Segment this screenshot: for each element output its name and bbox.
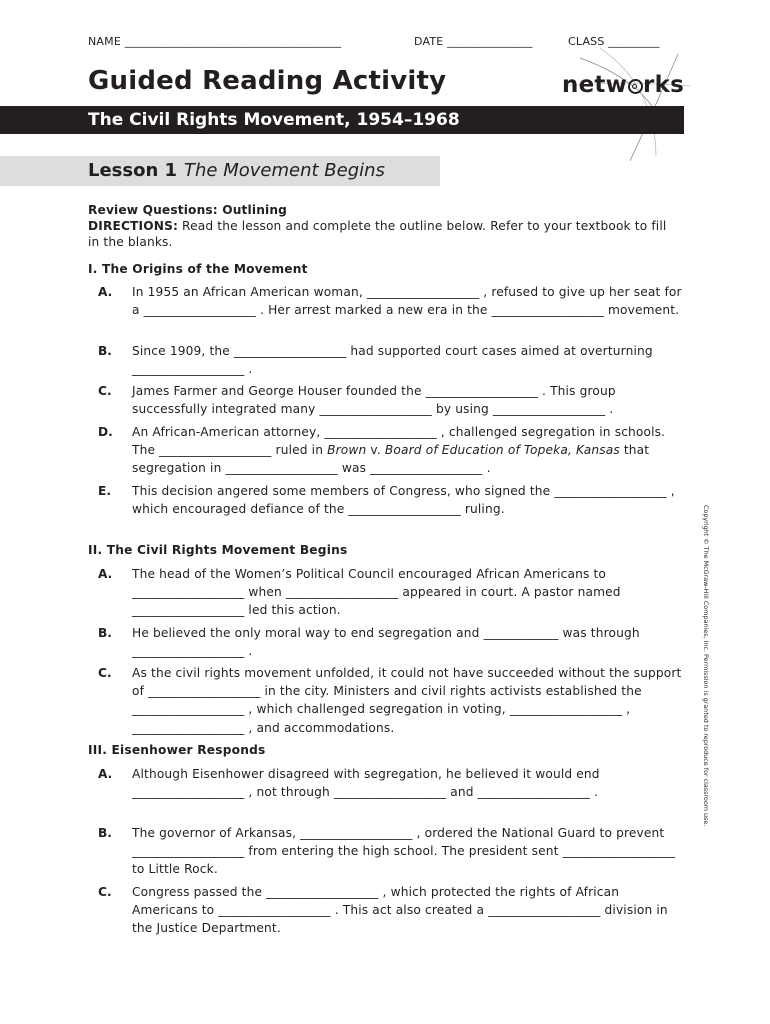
outline-item: The governor of Arkansas, __________________ , ordered the National Guard to prevent __________________ from entering the high school. The president sent __________________ to Little Rock. [132,826,675,877]
outline-item: Congress passed the __________________ , which protected the rights of African Americans to __________________ . This act also created a __________________ division in the Justice Department. [132,885,668,936]
item-letter: A. [98,285,113,299]
item-letter: E. [98,484,111,498]
date-field[interactable]: DATE _______________ [414,35,533,48]
item-text: v. [366,443,385,458]
chapter-title: The Civil Rights Movement, 1954–1968 [88,110,460,130]
directions-text: Read the lesson and complete the outline below. Refer to your textbook to fill in the blanks. [88,219,667,249]
copyright-notice: Copyright © The McGraw-Hill Companies, Inc. Permission is granted to reproduce for classroom use. [702,505,710,827]
item-letter: A. [98,567,113,581]
section-title: III. Eisenhower Responds [88,743,266,757]
logo-text-end: rks [643,72,684,98]
section-title: I. The Origins of the Movement [88,262,308,276]
outline-item: This decision angered some members of Congress, who signed the __________________ , which encouraged defiance of the __________________ ruling. [132,484,675,517]
item-text: An African-American attorney, __________________ , challenged segregation in schools. The __________________ ruled in [132,425,666,458]
outline-item: The head of the Women’s Political Council encouraged African Americans to __________________ when __________________ appeared in court. A pastor named __________________ led this action. [132,567,621,618]
outline-item: Although Eisenhower disagreed with segregation, he believed it would end __________________ , not through __________________ and __________________ . [132,767,600,800]
item-letter: B. [98,826,112,840]
outline-item: In 1955 an African American woman, __________________ , refused to give up her seat for a __________________ . Her arrest marked a new era in the __________________ movement. [132,285,682,318]
item-letter: B. [98,626,112,640]
case-name-board: Board of Education of Topeka, Kansas [384,443,620,458]
item-letter: A. [98,767,113,781]
name-field[interactable]: NAME ______________________________________ [88,35,342,48]
case-name-brown: Brown [327,443,367,458]
section-title: II. The Civil Rights Movement Begins [88,543,348,557]
outline-item: He believed the only moral way to end segregation and ____________ was through __________________ . [132,626,640,659]
item-letter: B. [98,344,112,358]
outline-item: Since 1909, the __________________ had supported court cases aimed at overturning __________________ . [132,344,653,377]
chapter-banner [0,106,684,134]
class-field[interactable]: CLASS _________ [568,35,660,48]
item-letter: D. [98,425,113,439]
item-letter: C. [98,384,112,398]
review-title: Review Questions: Outlining [88,203,288,217]
item-letter: C. [98,885,112,899]
outline-item: As the civil rights movement unfolded, it could not have succeeded without the support of __________________ in the city. Ministers and civil rights activists established the __________________ , which challenged segregation in voting, __________________ , __________________ , and accommodations. [132,666,682,735]
networks-logo [562,72,684,98]
page-title: Guided Reading Activity [88,66,447,96]
logo-text-start: netw [562,72,628,98]
outline-item: James Farmer and George Houser founded the __________________ . This group successfully integrated many __________________ by using __________________ . [132,384,616,417]
outline-item [132,423,687,478]
directions [88,218,678,250]
directions-label: DIRECTIONS: [88,219,179,233]
logo-globe-icon [628,79,643,94]
item-text: that segregation in __________________ was __________________ . [132,443,650,476]
lesson-bar [0,156,440,186]
item-letter: C. [98,666,112,680]
lesson-name: The Movement Begins [184,160,385,181]
lesson-number: Lesson 1 [88,160,178,181]
